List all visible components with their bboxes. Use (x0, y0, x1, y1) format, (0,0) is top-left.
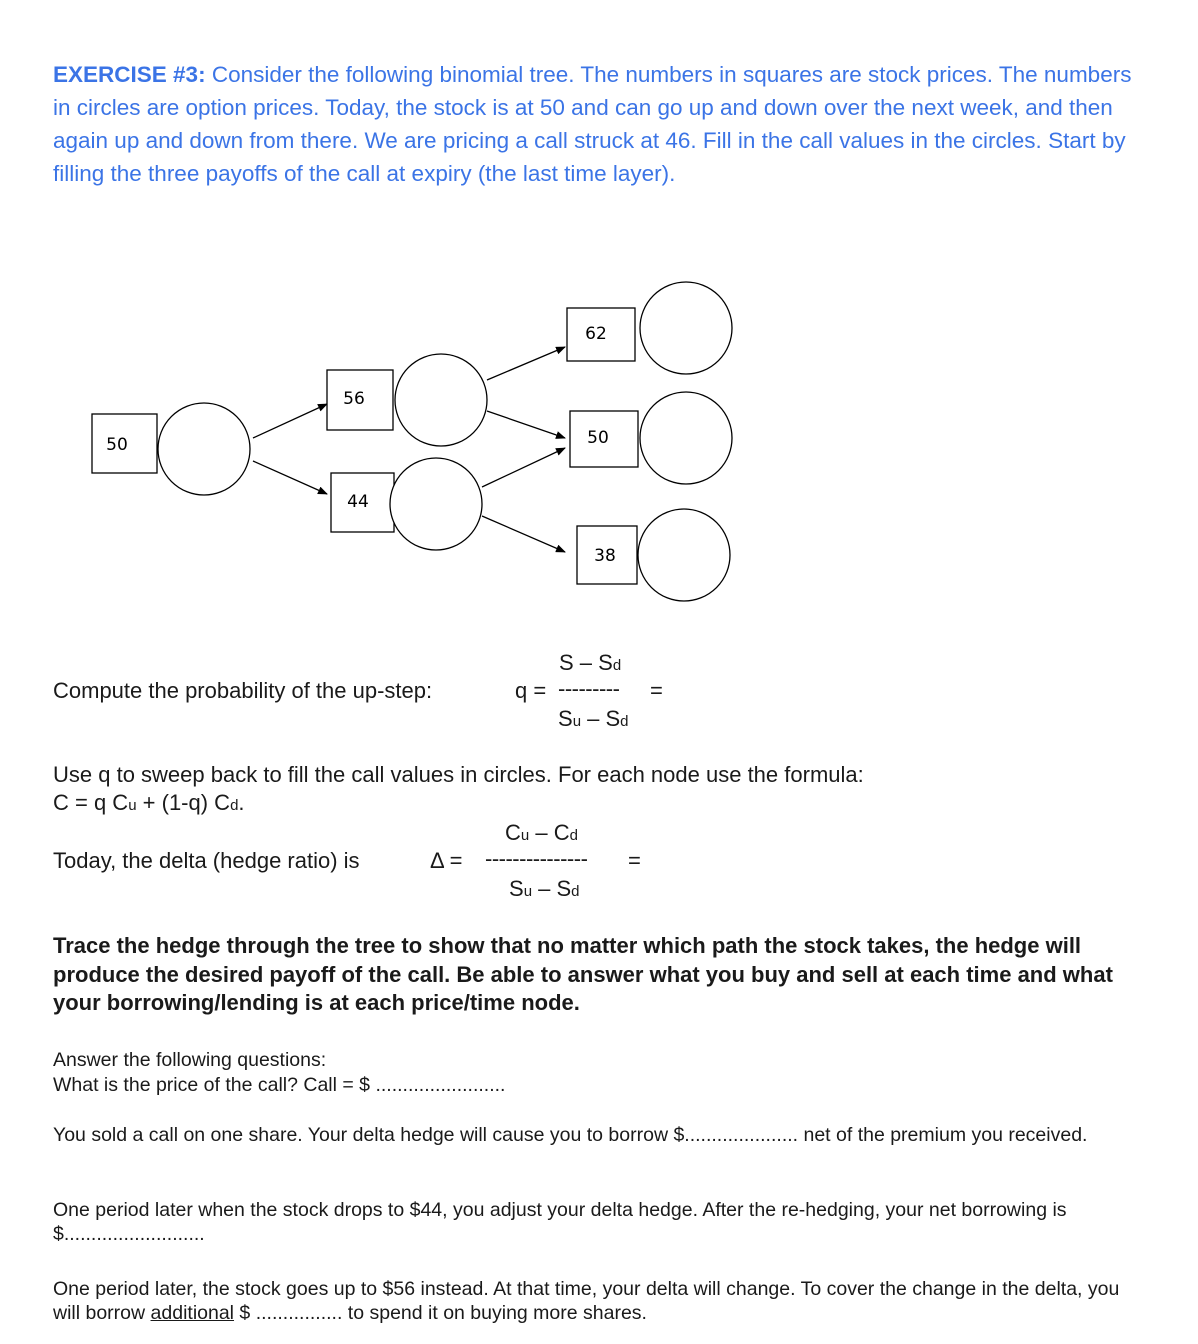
question-rehedge-drop: One period later when the stock drops to $44, you adjust your delta hedge. After the re-hedging, your net borrowing is $.......................... (53, 1199, 1067, 1245)
exercise-text: Consider the following binomial tree. The numbers in squares are stock prices. The numbers in circles are option prices. Today, the stock is at 50 and can go up and down over the next week, and then again up and down from there. We are pricing a call struck at 46. Fill in the call values in the circles. Start by filling the three payoffs of the call at expiry (the last time layer). (53, 62, 1132, 186)
stock-price-t1-up: 56 (343, 389, 365, 409)
stock-price-t2-uu: 62 (585, 324, 607, 344)
question-borrow-initial: You sold a call on one share. Your delta hedge will cause you to borrow $..................... net of the premium you received. (53, 1124, 1088, 1146)
delta-denominator: Su – Sd (509, 876, 580, 901)
trace-instructions: Trace the hedge through the tree to show that no matter which path the stock takes, the hedge will produce the desired payoff of the call. Be able to answer what you buy and sell at each time and what your borrowing/lending is at each price/time node. (53, 933, 1113, 1015)
option-circle-t2-dd[interactable] (638, 509, 730, 601)
questions-intro: Answer the following questions: (53, 1049, 327, 1071)
arrow-t0-up (253, 404, 327, 438)
q-equals: = (650, 678, 663, 703)
sweep-line-1: Use q to sweep back to fill the call values in circles. For each node use the formula: (53, 762, 864, 787)
q-numerator: S – Sd (559, 650, 622, 675)
option-circle-t1-up[interactable] (395, 354, 487, 446)
sweep-formula: C = q Cu + (1-q) Cd. (53, 790, 245, 815)
arrow-up-uu (487, 347, 565, 380)
q-lhs: q = (515, 678, 547, 703)
additional-underlined: additional (150, 1302, 235, 1324)
option-circle-t0[interactable] (158, 403, 250, 495)
arrow-t0-down (253, 461, 327, 494)
delta-equals: = (628, 848, 641, 873)
option-circle-t1-down[interactable] (390, 458, 482, 550)
q-denominator: Su – Sd (558, 706, 629, 731)
option-circle-t2-ud[interactable] (640, 392, 732, 484)
question-call-price: What is the price of the call? Call = $ ........................ (53, 1074, 506, 1096)
q-fraction-bar: --------- (558, 676, 620, 701)
stock-price-t0: 50 (106, 435, 128, 455)
q-prompt: Compute the probability of the up-step: (53, 678, 433, 703)
delta-numerator: Cu – Cd (505, 820, 578, 845)
delta-prompt: Today, the delta (hedge ratio) is (53, 848, 360, 873)
exercise-heading: EXERCISE #3: (53, 62, 206, 87)
question-rehedge-rise: One period later, the stock goes up to $56 instead. At that time, your delta will change. To cover the change in the delta, you will borrow additional $ ................ to spend it on buying more shares. (53, 1278, 1120, 1324)
binomial-tree-diagram (0, 0, 1198, 620)
stock-price-t2-dd: 38 (594, 546, 616, 566)
option-circle-t2-uu[interactable] (640, 282, 732, 374)
delta-lhs: Δ = (430, 848, 463, 873)
delta-fraction-bar: --------------- (485, 846, 588, 871)
arrow-down-dd (482, 516, 565, 552)
arrow-down-ud (482, 448, 565, 487)
stock-price-t1-down: 44 (347, 492, 369, 512)
arrow-up-ud (487, 411, 565, 438)
stock-price-t2-ud: 50 (587, 428, 609, 448)
